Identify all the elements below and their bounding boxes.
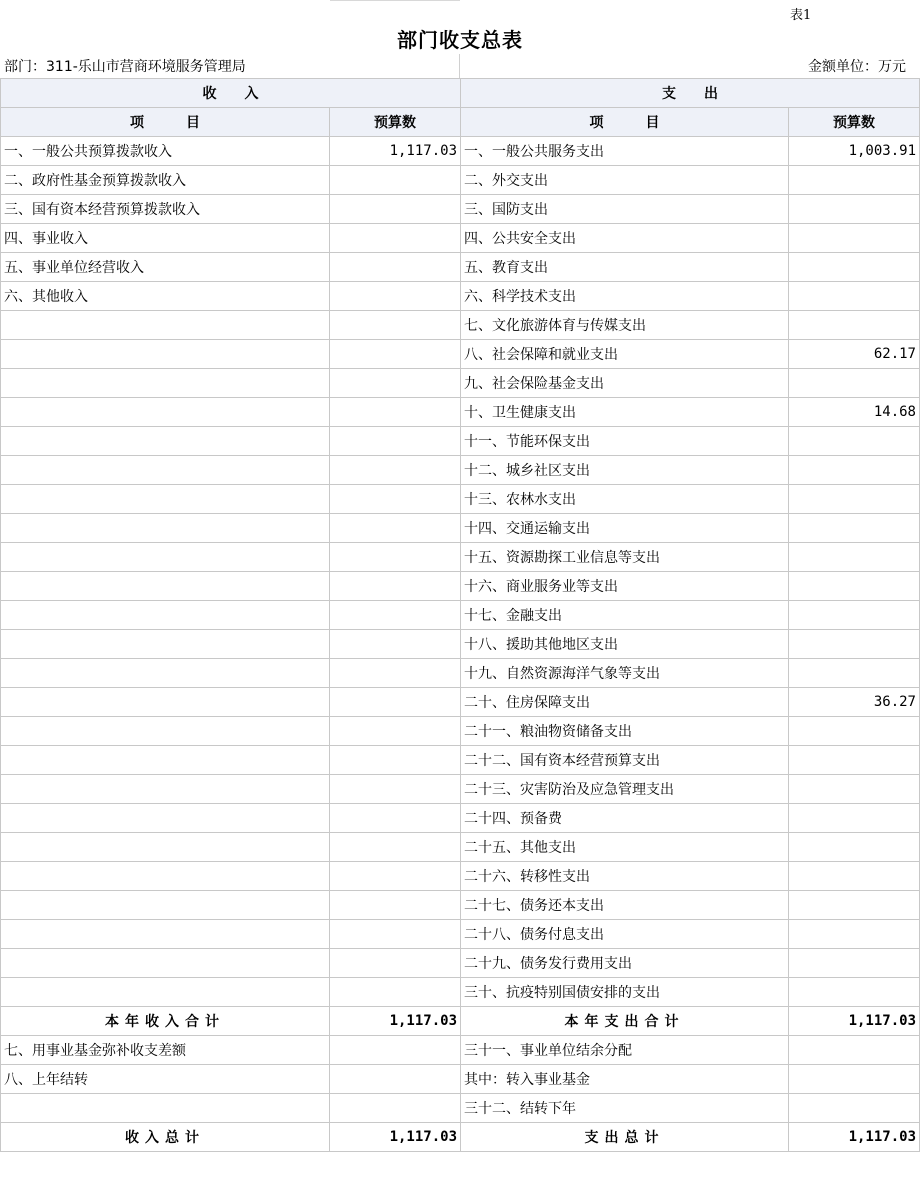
expense-item-cell: 其中：转入事业基金 [461,1065,789,1094]
expense-amount-cell [789,659,920,688]
amount-unit-label: 金额单位：万元 [808,59,906,75]
expense-amount-cell [789,630,920,659]
expense-item-cell: 五、教育支出 [461,253,789,282]
expense-section-header: 支 出 [461,79,920,108]
table-row [1,1036,920,1065]
table-row [1,862,920,891]
expense-amount-cell [789,862,920,891]
income-item-cell [1,717,330,746]
income-amount-cell [330,456,461,485]
table-row [1,804,920,833]
table-row [1,137,920,166]
expense-item-cell: 六、科学技术支出 [461,282,789,311]
table-row [1,833,920,862]
expense-amount-cell [789,949,920,978]
income-item-cell [1,456,330,485]
table-row [1,949,920,978]
expense-item-cell: 二十四、预备费 [461,804,789,833]
table-row [1,1065,920,1094]
expense-amount-cell [789,282,920,311]
income-amount-cell [330,775,461,804]
expense-amount-cell [789,920,920,949]
income-amount-cell [330,398,461,427]
table-row [1,224,920,253]
expense-item-cell: 九、社会保险基金支出 [461,369,789,398]
income-amount-cell: 1,117.03 [330,137,461,166]
top-divider-line [330,0,460,1]
table-row [1,601,920,630]
expense-amount-cell [789,195,920,224]
expense-item-cell: 十八、援助其他地区支出 [461,630,789,659]
expense-amount-cell [789,1036,920,1065]
income-amount-cell [330,1036,461,1065]
expense-amount-cell [789,891,920,920]
income-amount-cell [330,1094,461,1123]
expense-amount-cell [789,543,920,572]
expense-item-cell: 三十一、事业单位结余分配 [461,1036,789,1065]
expense-subtotal-label: 本年支出合计 [461,1007,789,1036]
table-row [1,456,920,485]
expense-item-cell: 二十八、债务付息支出 [461,920,789,949]
income-item-cell [1,485,330,514]
expense-item-cell: 十四、交通运输支出 [461,514,789,543]
income-item-cell [1,369,330,398]
income-item-cell [1,601,330,630]
income-item-cell: 三、国有资本经营预算拨款收入 [1,195,330,224]
table-row [1,253,920,282]
income-item-cell [1,891,330,920]
expense-amount-cell [789,804,920,833]
income-amount-cell [330,862,461,891]
expense-item-cell: 二十五、其他支出 [461,833,789,862]
income-item-cell [1,688,330,717]
table-row [1,166,920,195]
expense-item-cell: 十五、资源勘探工业信息等支出 [461,543,789,572]
table-row [1,427,920,456]
income-amount-cell [330,920,461,949]
income-amount-cell [330,572,461,601]
expense-amount-cell [789,427,920,456]
table-row [1,398,920,427]
income-amount-cell [330,543,461,572]
section-header-row [1,79,920,108]
expense-item-cell: 二、外交支出 [461,166,789,195]
expense-amount-cell [789,1065,920,1094]
expense-amount-cell [789,978,920,1007]
income-amount-cell [330,746,461,775]
income-amount-cell [330,804,461,833]
table-row [1,978,920,1007]
expense-item-cell: 二十六、转移性支出 [461,862,789,891]
income-amount-cell [330,340,461,369]
income-amount-cell [330,311,461,340]
income-item-cell: 七、用事业基金弥补收支差额 [1,1036,330,1065]
expense-item-header: 项 目 [461,108,789,137]
expense-amount-cell: 14.68 [789,398,920,427]
income-amount-cell [330,485,461,514]
expense-amount-cell [789,253,920,282]
income-item-cell: 四、事业收入 [1,224,330,253]
income-item-cell [1,543,330,572]
income-amount-cell [330,195,461,224]
income-item-cell: 八、上年结转 [1,1065,330,1094]
income-section-header: 收 入 [1,79,461,108]
table-row [1,775,920,804]
expense-amount-cell [789,311,920,340]
income-item-cell [1,862,330,891]
expense-amount-cell [789,514,920,543]
expense-item-cell: 十、卫生健康支出 [461,398,789,427]
expense-budget-header: 预算数 [789,108,920,137]
budget-summary-table [0,78,920,1152]
income-amount-cell [330,427,461,456]
expense-item-cell: 三十二、结转下年 [461,1094,789,1123]
income-budget-header: 预算数 [330,108,461,137]
expense-item-cell: 三十、抗疫特别国债安排的支出 [461,978,789,1007]
table-row [1,340,920,369]
income-item-cell [1,572,330,601]
income-item-cell [1,1094,330,1123]
expense-subtotal-amount: 1,117.03 [789,1007,920,1036]
expense-amount-cell [789,601,920,630]
income-amount-cell [330,282,461,311]
subtotal-row [1,1007,920,1036]
income-item-cell [1,514,330,543]
expense-item-cell: 二十三、灾害防治及应急管理支出 [461,775,789,804]
table-row [1,688,920,717]
table-row [1,630,920,659]
expense-item-cell: 二十一、粮油物资储备支出 [461,717,789,746]
expense-item-cell: 二十九、债务发行费用支出 [461,949,789,978]
income-item-cell [1,427,330,456]
expense-amount-cell [789,166,920,195]
income-item-cell [1,746,330,775]
table-row [1,572,920,601]
income-amount-cell [330,166,461,195]
table-row [1,717,920,746]
expense-amount-cell [789,369,920,398]
expense-item-cell: 一、一般公共服务支出 [461,137,789,166]
table-row [1,659,920,688]
income-amount-cell [330,1065,461,1094]
income-item-cell [1,340,330,369]
expense-total-label: 支出总计 [461,1123,789,1152]
income-amount-cell [330,601,461,630]
income-amount-cell [330,659,461,688]
table-row [1,920,920,949]
income-amount-cell [330,949,461,978]
income-amount-cell [330,253,461,282]
expense-amount-cell [789,572,920,601]
income-item-cell [1,804,330,833]
income-item-cell [1,398,330,427]
income-amount-cell [330,688,461,717]
expense-item-cell: 十三、农林水支出 [461,485,789,514]
table-row [1,195,920,224]
expense-item-cell: 十二、城乡社区支出 [461,456,789,485]
expense-amount-cell [789,746,920,775]
table-row [1,282,920,311]
income-amount-cell [330,833,461,862]
table-row [1,746,920,775]
table-row [1,891,920,920]
expense-amount-cell [789,833,920,862]
department-label: 部门：311-乐山市营商环境服务管理局 [4,59,246,75]
page-title: 部门收支总表 [397,28,523,52]
expense-item-cell: 十七、金融支出 [461,601,789,630]
expense-amount-cell [789,775,920,804]
income-item-cell: 六、其他收入 [1,282,330,311]
expense-item-cell: 二十二、国有资本经营预算支出 [461,746,789,775]
table-row [1,1094,920,1123]
expense-item-cell: 十一、节能环保支出 [461,427,789,456]
income-item-header: 项 目 [1,108,330,137]
expense-item-cell: 七、文化旅游体育与传媒支出 [461,311,789,340]
expense-amount-cell [789,1094,920,1123]
table-row [1,369,920,398]
expense-item-cell: 三、国防支出 [461,195,789,224]
expense-item-cell: 四、公共安全支出 [461,224,789,253]
income-item-cell [1,949,330,978]
income-amount-cell [330,717,461,746]
expense-item-cell: 八、社会保障和就业支出 [461,340,789,369]
income-item-cell [1,833,330,862]
expense-amount-cell [789,456,920,485]
expense-total-amount: 1,117.03 [789,1123,920,1152]
income-total-label: 收入总计 [1,1123,330,1152]
income-amount-cell [330,978,461,1007]
income-total-amount: 1,117.03 [330,1123,461,1152]
income-item-cell: 五、事业单位经营收入 [1,253,330,282]
expense-item-cell: 十九、自然资源海洋气象等支出 [461,659,789,688]
table-row [1,485,920,514]
income-item-cell [1,659,330,688]
expense-amount-cell: 36.27 [789,688,920,717]
expense-item-cell: 二十、住房保障支出 [461,688,789,717]
income-amount-cell [330,891,461,920]
expense-amount-cell: 62.17 [789,340,920,369]
income-item-cell: 二、政府性基金预算拨款收入 [1,166,330,195]
table-row [1,543,920,572]
income-subtotal-amount: 1,117.03 [330,1007,461,1036]
income-subtotal-label: 本年收入合计 [1,1007,330,1036]
income-amount-cell [330,630,461,659]
table-row [1,514,920,543]
income-amount-cell [330,224,461,253]
table-row [1,311,920,340]
income-item-cell: 一、一般公共预算拨款收入 [1,137,330,166]
expense-amount-cell: 1,003.91 [789,137,920,166]
income-amount-cell [330,514,461,543]
column-header-row [1,108,920,137]
table-number: 表1 [790,8,812,23]
expense-amount-cell [789,485,920,514]
income-item-cell [1,311,330,340]
income-item-cell [1,775,330,804]
income-amount-cell [330,369,461,398]
expense-amount-cell [789,224,920,253]
expense-item-cell: 十六、商业服务业等支出 [461,572,789,601]
expense-amount-cell [789,717,920,746]
total-row [1,1123,920,1152]
header-divider [459,54,460,78]
income-item-cell [1,920,330,949]
expense-item-cell: 二十七、债务还本支出 [461,891,789,920]
income-item-cell [1,978,330,1007]
income-item-cell [1,630,330,659]
